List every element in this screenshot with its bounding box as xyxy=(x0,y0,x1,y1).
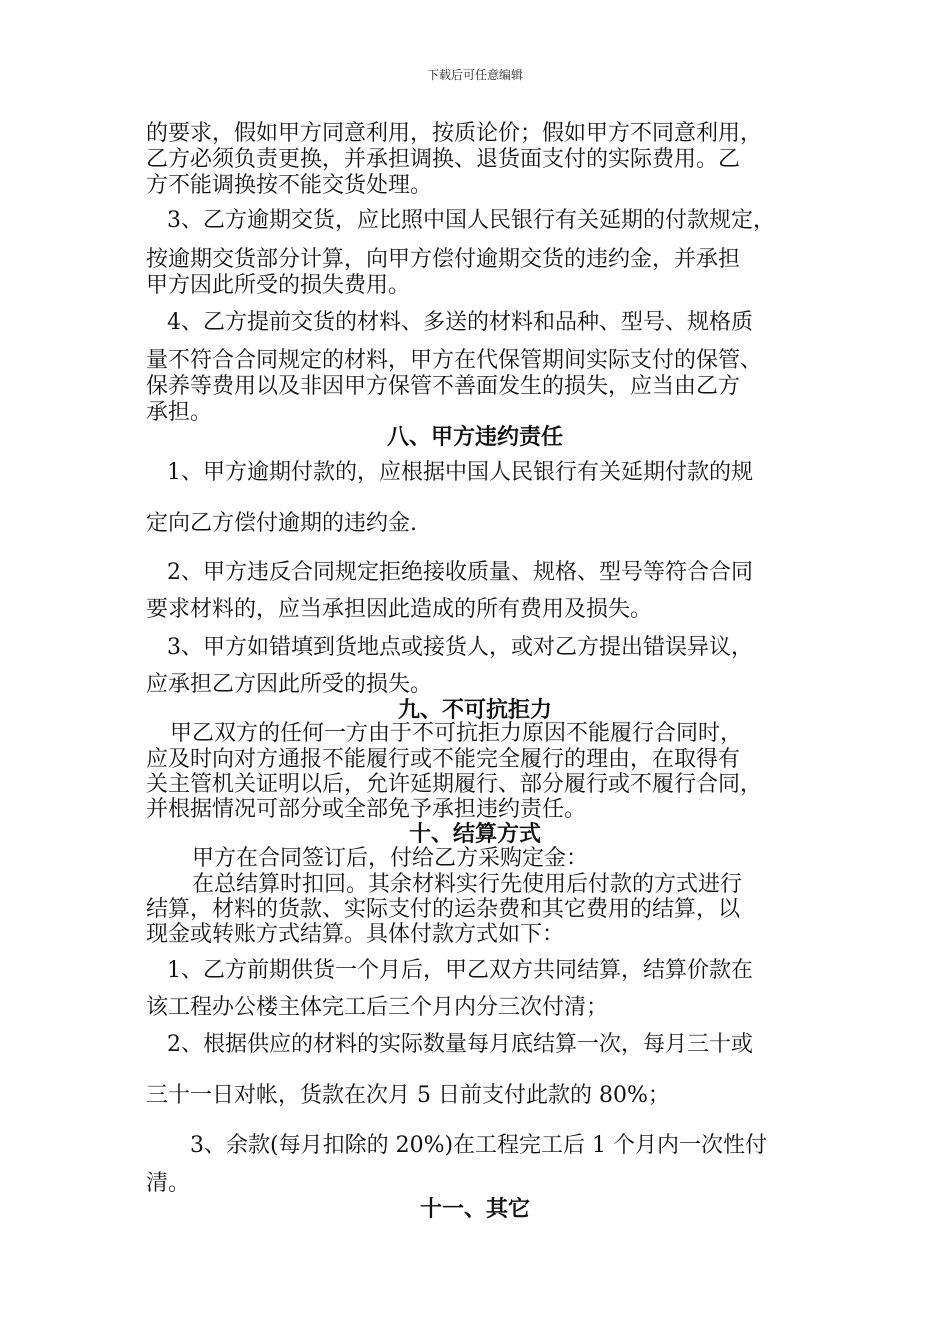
paragraph-line: 并根据情况可部分或全部免予承担违约责任。 xyxy=(146,797,587,822)
paragraph-line: 4、乙方提前交货的材料、多送的材料和品种、型号、规格质 xyxy=(167,310,753,335)
paragraph-line: 保养等费用以及非因甲方保管不善面发生的损失，应当由乙方 xyxy=(146,374,741,399)
paragraph-line: 乙方必须负责更换，并承担调换、退货面支付的实际费用。乙 xyxy=(146,147,741,172)
section-heading: 八、甲方违约责任 xyxy=(386,424,563,450)
paragraph-line: 甲乙双方的任何一方由于不可抗拒力原因不能履行合同时， xyxy=(170,721,743,746)
paragraph-line: 现金或转账方式结算。具体付款方式如下： xyxy=(146,922,565,947)
paragraph-line: 3、甲方如错填到货地点或接货人，或对乙方提出错误异议， xyxy=(167,635,753,660)
paragraph-line: 方不能调换按不能交货处理。 xyxy=(146,173,433,198)
paragraph-line: 的要求，假如甲方同意利用，按质论价；假如甲方不同意利用， xyxy=(146,121,763,146)
paragraph-line: 关主管机关证明以后，允许延期履行、部分履行或不履行合同， xyxy=(146,772,763,797)
paragraph-line: 按逾期交货部分计算，向甲方偿付逾期交货的违约金，并承担 xyxy=(146,247,741,272)
section-heading: 十一、其它 xyxy=(419,1196,530,1222)
paragraph-line: 2、根据供应的材料的实际数量每月底结算一次，每月三十或 xyxy=(167,1032,753,1057)
paragraph-line: 承担。 xyxy=(146,400,213,425)
paragraph-line: 1、乙方前期供货一个月后，甲乙双方共同结算，结算价款在 xyxy=(167,958,753,983)
paragraph-line: 三十一日对帐，货款在次月 5 日前支付此款的 80%； xyxy=(146,1083,670,1108)
paragraph-line: 甲方因此所受的损失费用。 xyxy=(146,273,411,298)
section-heading: 九、不可抗拒力 xyxy=(397,697,552,723)
paragraph-line: 要求材料的，应当承担因此造成的所有费用及损失。 xyxy=(146,597,653,622)
page-header: 下载后可任意编辑 xyxy=(426,68,523,82)
paragraph-line: 在总结算时扣回。其余材料实行先使用后付款的方式进行 xyxy=(192,872,743,897)
paragraph-line: 定向乙方偿付逾期的违约金. xyxy=(146,511,417,536)
paragraph-line: 1、甲方逾期付款的，应根据中国人民银行有关延期付款的规 xyxy=(167,460,753,485)
paragraph-line: 结算，材料的货款、实际支付的运杂费和其它费用的结算，以 xyxy=(146,897,741,922)
paragraph-line: 应及时向对方通报不能履行或不能完全履行的理由，在取得有 xyxy=(146,747,741,772)
paragraph-line: 应承担乙方因此所受的损失。 xyxy=(146,672,433,697)
paragraph-line: 2、甲方违反合同规定拒绝接收质量、规格、型号等符合合同 xyxy=(167,560,753,585)
paragraph-line: 量不符合合同规定的材料，甲方在代保管期间实际支付的保管、 xyxy=(146,348,763,373)
paragraph-line: 3、乙方逾期交货，应比照中国人民银行有关延期的付款规定， xyxy=(167,208,775,233)
paragraph-line: 3、余款(每月扣除的 20%)在工程完工后 1 个月内一次性付 xyxy=(190,1133,768,1158)
paragraph-line: 该工程办公楼主体完工后三个月内分三次付清； xyxy=(146,995,609,1020)
paragraph-line: 清。 xyxy=(146,1171,191,1196)
section-heading: 十、结算方式 xyxy=(408,821,541,847)
paragraph-line: 甲方在合同签订后，付给乙方采购定金： xyxy=(192,846,589,871)
